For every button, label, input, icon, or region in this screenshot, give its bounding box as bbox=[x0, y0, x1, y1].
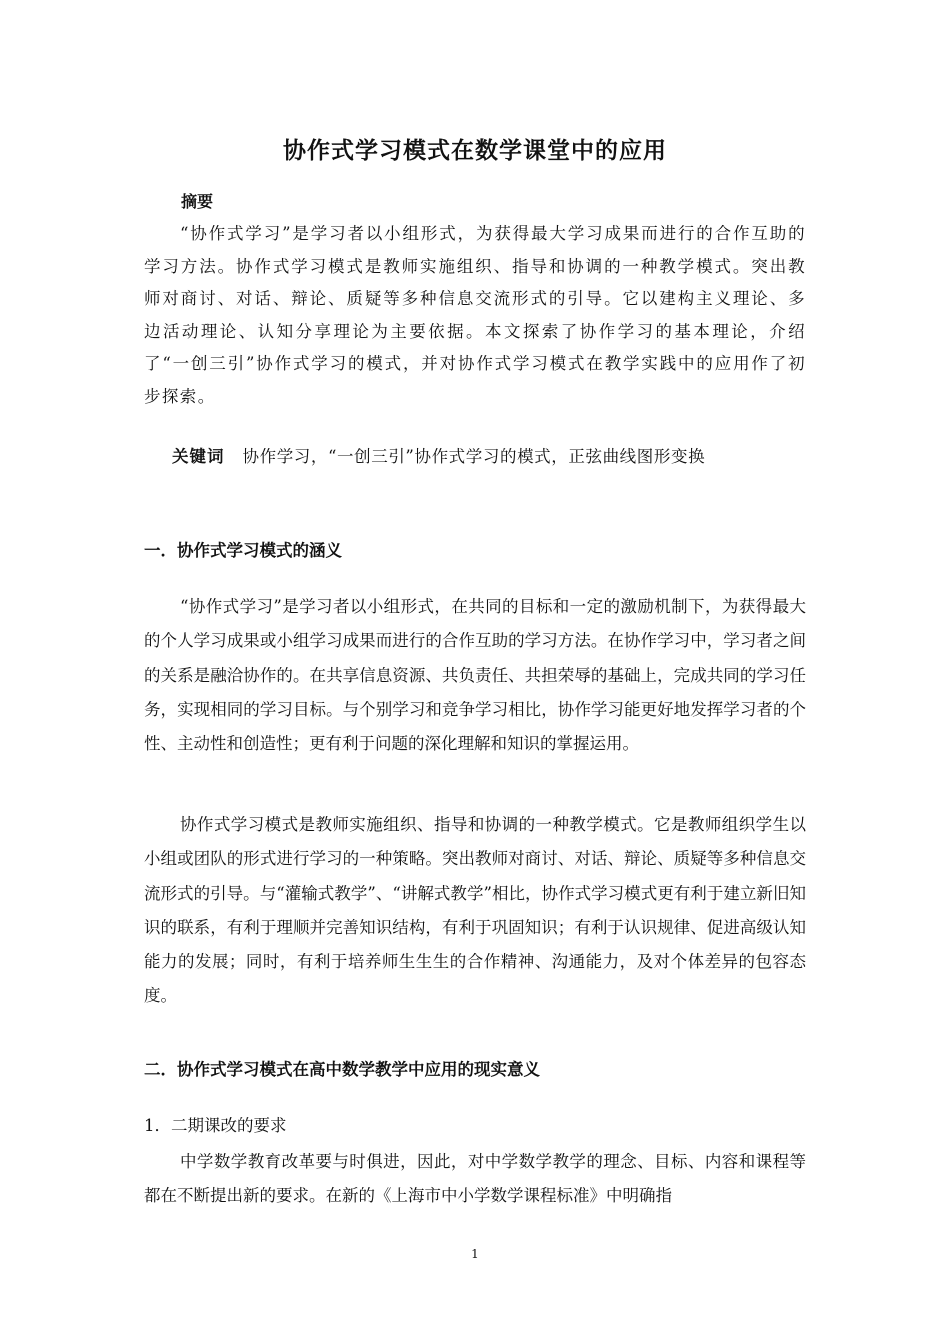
keywords-line bbox=[172, 443, 705, 467]
section-2-paragraph-1: 中学数学教育改革要与时俱进，因此，对中学数学教学的理念、目标、内容和课程等都在不断提出新的要求。在新的《上海市中小学数学课程标准》中明确指 bbox=[144, 1152, 806, 1206]
abstract-paragraph: “协作式学习”是学习者以小组形式，为获得最大学习成果而进行的合作互助的学习方法。协作式学习模式是教师实施组织、指导和协调的一种教学模式。突出教师对商讨、对话、辩论、质疑等多种信息交流形式的引导。它以建构主义理论、多边活动理论、认知分享理论为主要依据。本文探索了协作学习的基本理论，介绍了“一创三引”协作式学习的模式，并对协作式学习模式在教学实践中的应用作了初步探索。 bbox=[144, 224, 806, 406]
section-1-paragraph-1: “协作式学习”是学习者以小组形式，在共同的目标和一定的激励机制下，为获得最大的个人学习成果或小组学习成果而进行的合作互助的学习方法。在协作学习中，学习者之间的关系是融洽协作的。在共享信息资源、共负责任、共担荣辱的基础上，完成共同的学习任务，实现相同的学习目标。与个别学习和竞争学习相比，协作学习能更好地发挥学习者的个性、主动性和创造性；更有利于问题的深化理解和知识的掌握运用。 bbox=[144, 597, 806, 754]
section-1-paragraph-2: 协作式学习模式是教师实施组织、指导和协调的一种教学模式。它是教师组织学生以小组或团队的形式进行学习的一种策略。突出教师对商讨、对话、辩论、质疑等多种信息交流形式的引导。与“灌输式教学”、“讲解式教学”相比，协作式学习模式更有利于建立新旧知识的联系，有利于理顺并完善知识结构，有利于巩固知识；有利于认识规律、促进高级认知能力的发展；同时，有利于培养师生生生的合作精神、沟通能力，及对个体差异的包容态度。 bbox=[144, 815, 806, 1006]
keywords-text: 协作学习，“一创三引”协作式学习的模式，正弦曲线图形变换 bbox=[242, 447, 706, 466]
page-number: 1 bbox=[471, 1247, 479, 1261]
section-2-heading: 二．协作式学习模式在高中数学教学中应用的现实意义 bbox=[144, 1060, 540, 1079]
document-title: 协作式学习模式在数学课堂中的应用 bbox=[283, 138, 667, 164]
section-2-subheading-1: 1．二期课改的要求 bbox=[144, 1116, 287, 1135]
section-1-heading: 一．协作式学习模式的涵义 bbox=[144, 541, 342, 560]
keywords-label: 关键词 bbox=[172, 447, 225, 466]
abstract-label: 摘要 bbox=[181, 192, 214, 211]
